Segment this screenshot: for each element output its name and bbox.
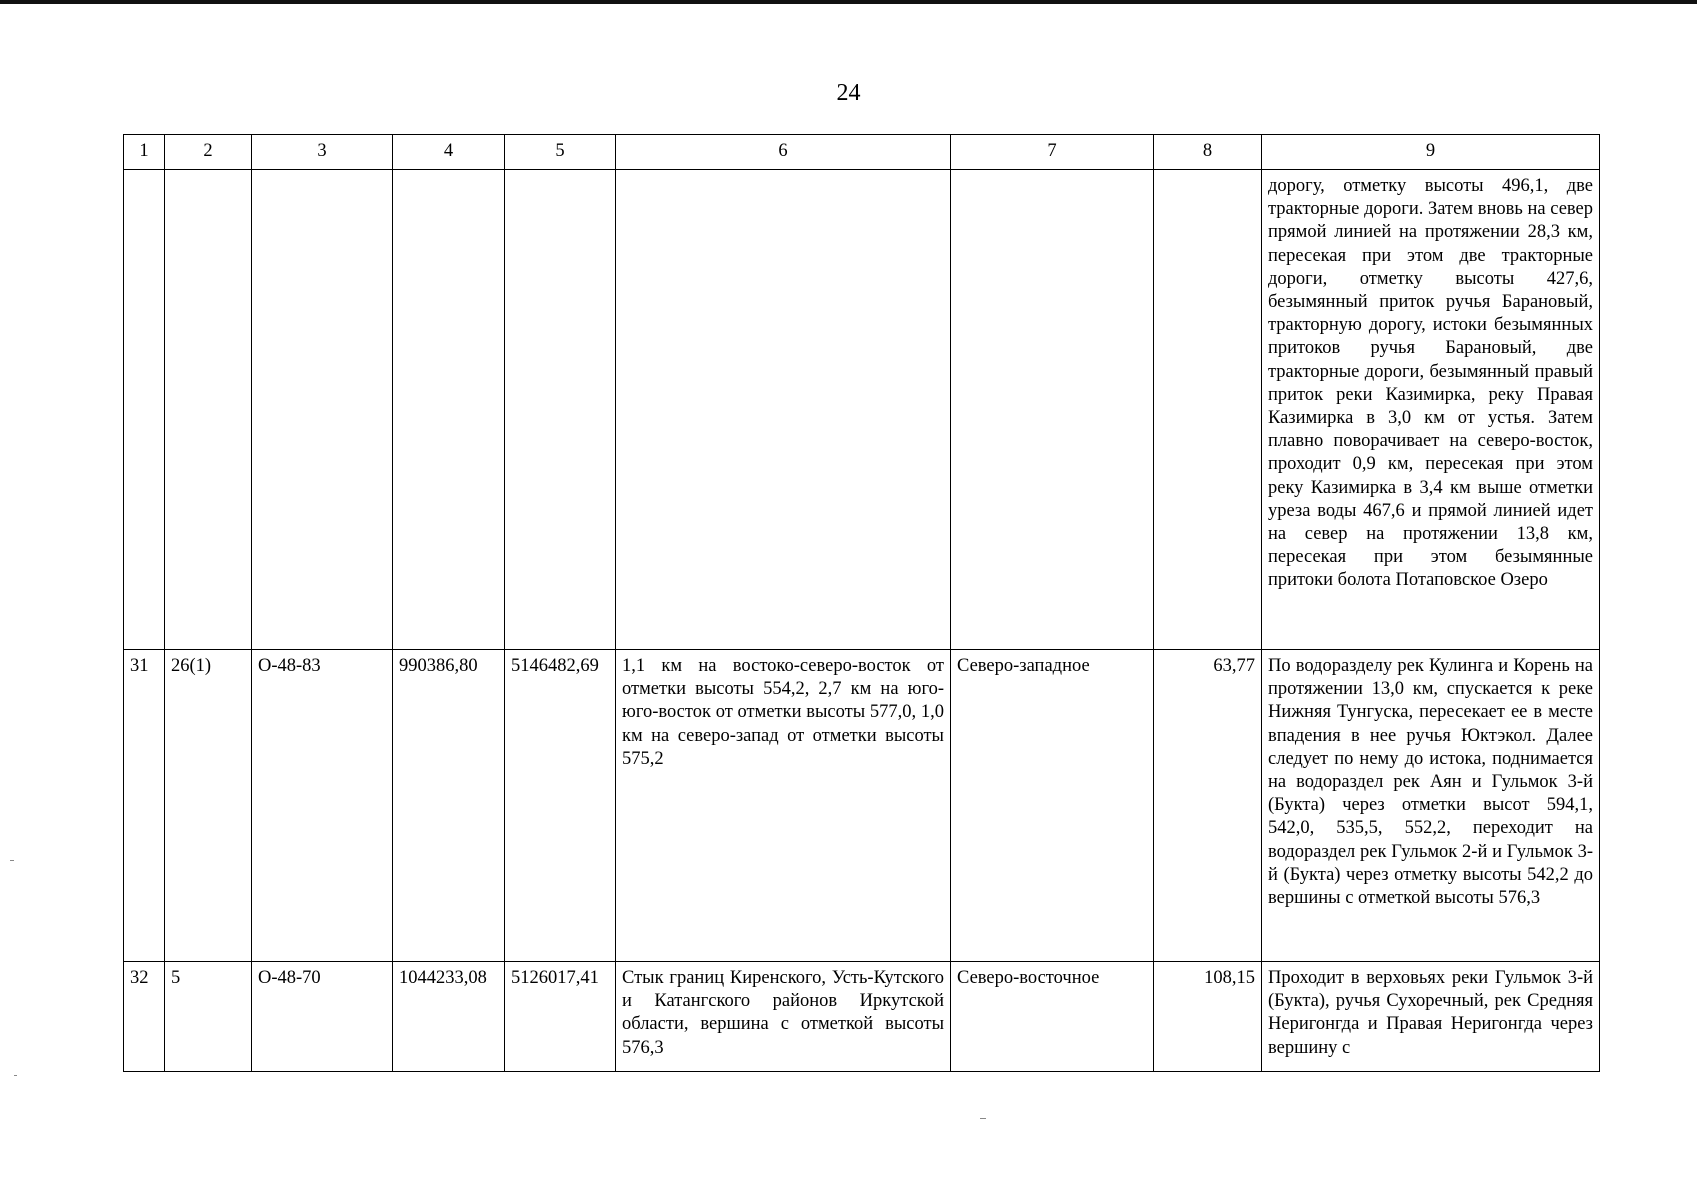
scan-artifact — [980, 1118, 986, 1119]
table-header-row — [124, 135, 1600, 170]
point-description: Стык границ Киренского, Усть-Кутского и Катангского районов Иркутской области, вершина с отметкой высоты 576,3 — [616, 962, 951, 1072]
table-cell — [393, 170, 505, 650]
map-sheet: О-48-83 — [252, 650, 393, 962]
table-row — [124, 962, 1600, 1072]
scan-top-border — [0, 0, 1697, 4]
table-cell — [1154, 170, 1262, 650]
table-row-continuation — [124, 170, 1600, 650]
boundary-table — [123, 134, 1600, 1072]
boundary-description: дорогу, отметку высоты 496,1, две тракторные дороги. Затем вновь на север прямой линией на протяжении 28,3 км, пересекая при этом две тракторные дороги, отметку высоты 427,6, безымянный приток ручья Барановый, тракторную дорогу, истоки безымянных притоков ручья Барановый, две тракторные дороги, безымянный правый приток реки Казимирка, реку Правая Казимирка в 3,0 км от устья. Затем плавно поворачивает на северо-восток, проходит 0,9 км, пересекая при этом реку Казимирка в 3,4 км выше отметки уреза воды 467,6 и прямой линией идет на север на протяжении 13,8 км, пересекая при этом безымянные притоки болота Потаповское Озеро — [1262, 170, 1600, 650]
point-description: 1,1 км на востоко-северо-восток от отметки высоты 554,2, 2,7 км на юго-юго-восток от отметки высоты 577,0, 1,0 км на северо-запад от отметки высоты 575,2 — [616, 650, 951, 962]
page-number: 24 — [836, 80, 861, 106]
map-sheet: О-48-70 — [252, 962, 393, 1072]
coordinate-y: 5126017,41 — [505, 962, 616, 1072]
boundary-description: Проходит в верховьях реки Гульмок 3-й (Букта), ручья Сухоречный, рек Средняя Неригонгда и Правая Неригонгда через вершину с — [1262, 962, 1600, 1072]
coordinate-x: 1044233,08 — [393, 962, 505, 1072]
length: 108,15 — [1154, 962, 1262, 1072]
header-cell: 4 — [393, 135, 505, 170]
scan-artifact — [10, 860, 14, 861]
table-cell — [616, 170, 951, 650]
table-row — [124, 650, 1600, 962]
point-number: 5 — [165, 962, 252, 1072]
coordinate-x: 990386,80 — [393, 650, 505, 962]
scan-artifact — [14, 1075, 17, 1076]
table-cell — [165, 170, 252, 650]
header-cell: 6 — [616, 135, 951, 170]
header-cell: 1 — [124, 135, 165, 170]
coordinate-y: 5146482,69 — [505, 650, 616, 962]
header-cell: 8 — [1154, 135, 1262, 170]
point-number: 26(1) — [165, 650, 252, 962]
header-cell: 5 — [505, 135, 616, 170]
direction: Северо-западное — [951, 650, 1154, 962]
direction: Северо-восточное — [951, 962, 1154, 1072]
table-cell — [951, 170, 1154, 650]
header-cell: 9 — [1262, 135, 1600, 170]
row-number: 31 — [124, 650, 165, 962]
length: 63,77 — [1154, 650, 1262, 962]
header-cell: 2 — [165, 135, 252, 170]
header-cell: 3 — [252, 135, 393, 170]
row-number: 32 — [124, 962, 165, 1072]
table-cell — [505, 170, 616, 650]
table-cell — [252, 170, 393, 650]
header-cell: 7 — [951, 135, 1154, 170]
table-cell — [124, 170, 165, 650]
boundary-description: По водоразделу рек Кулинга и Корень на протяжении 13,0 км, спускается к реке Нижняя Тунгуска, пересекает ее в месте впадения в нее ручья Юктэкол. Далее следует по нему до истока, поднимается на водораздел рек Аян и Гульмок 3-й (Букта) через отметки высот 594,1, 542,0, 535,5, 552,2, переходит на водораздел рек Гульмок 2-й и Гульмок 3-й (Букта) через отметку высоты 542,2 до вершины с отметкой высоты 576,3 — [1262, 650, 1600, 962]
